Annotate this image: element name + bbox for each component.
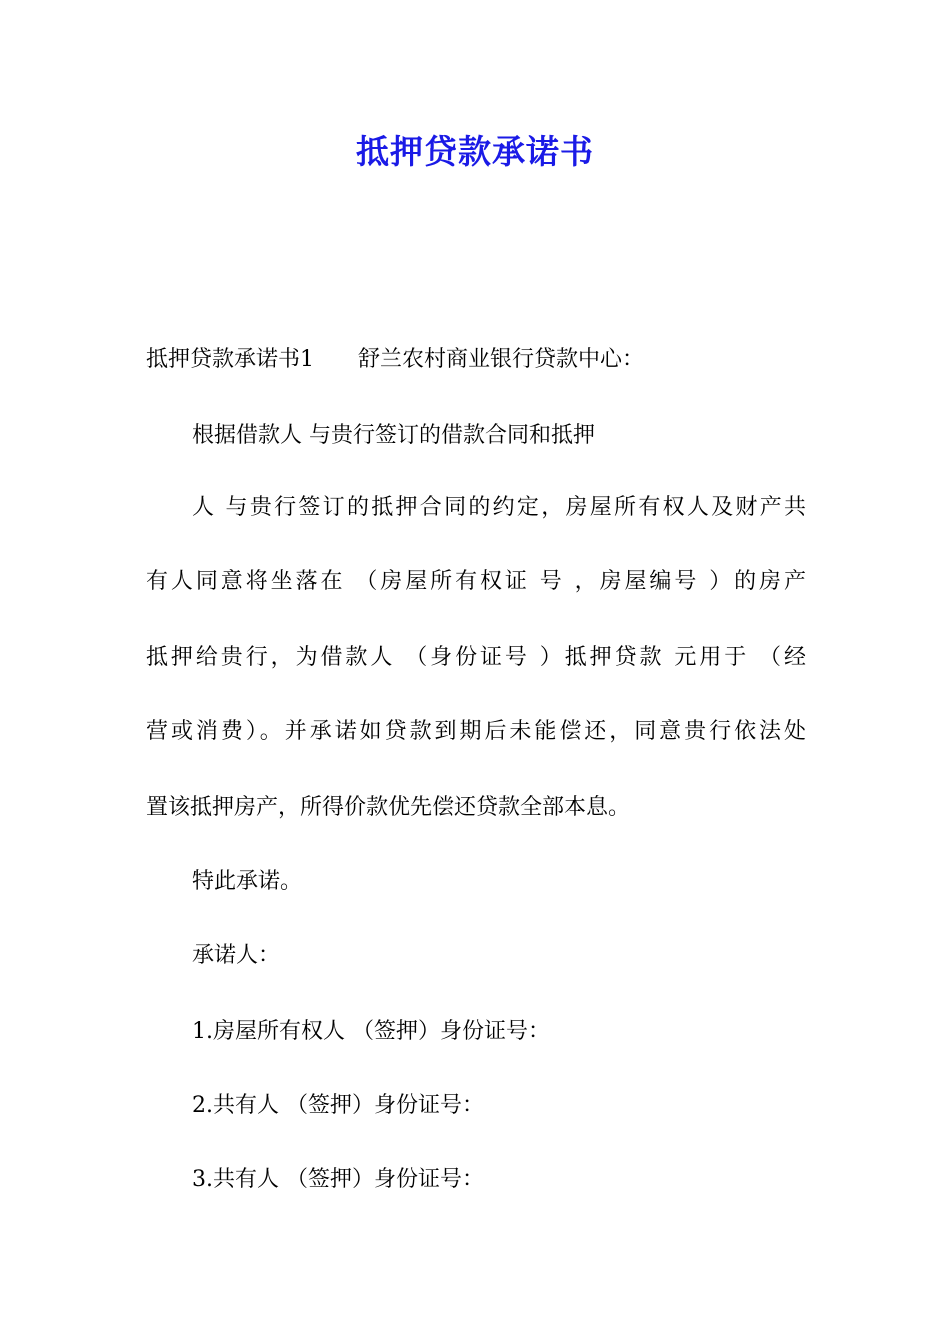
- paragraph-line-3: 有人同意将坐落在 （房屋所有权证 号 ，房屋编号 ）的房产: [146, 569, 806, 594]
- paragraph-line-6: 置该抵押房产，所得价款优先偿还贷款全部本息。: [146, 795, 631, 820]
- document-title: 抵押贷款承诺书: [356, 132, 594, 171]
- signatory-line-3: 3.共有人 （签押）身份证号：: [192, 1167, 484, 1192]
- paragraph-line-4: 抵押给贵行，为借款人 （身份证号 ）抵押贷款 元用于 （经: [146, 645, 806, 670]
- closing-statement: 特此承诺。: [192, 869, 303, 894]
- signatory-line-1: 1.房屋所有权人 （签押）身份证号：: [192, 1019, 550, 1044]
- paragraph-line-5: 营或消费）。并承诺如贷款到期后未能偿还，同意贵行依法处: [146, 719, 806, 744]
- signatory-line-2: 2.共有人 （签押）身份证号：: [192, 1093, 484, 1118]
- promisor-label: 承诺人：: [192, 943, 281, 968]
- paragraph-line-2: 人 与贵行签订的抵押合同的约定，房屋所有权人及财产共: [192, 495, 806, 520]
- heading-line: 抵押贷款承诺书1 舒兰农村商业银行贷款中心：: [146, 347, 644, 372]
- paragraph-line-1: 根据借款人 与贵行签订的借款合同和抵押: [192, 423, 595, 448]
